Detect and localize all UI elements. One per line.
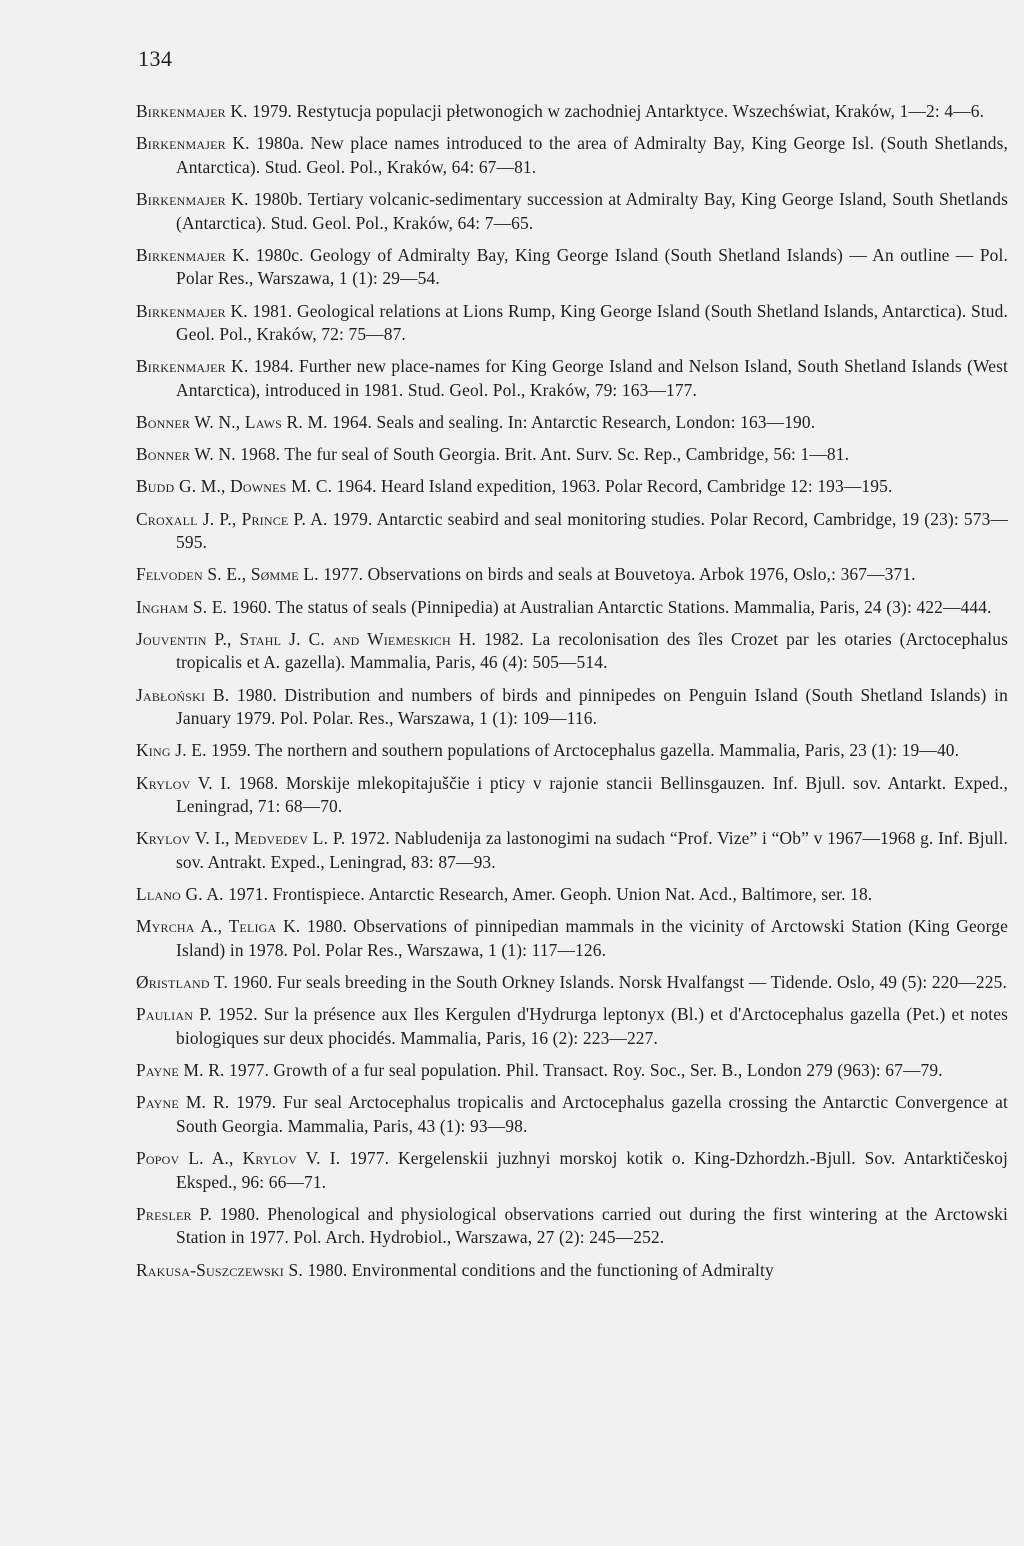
reference-entry — [136, 475, 1008, 499]
reference-text: 1960. Fur seals breeding in the South Orkney Islands. Norsk Hvalfangst — Tidende. Oslo, 49 (5): 220—225. — [228, 972, 1007, 993]
reference-authors: Birkenmajer K. — [136, 133, 250, 154]
reference-authors: Birkenmajer K. — [136, 300, 248, 321]
reference-text: 1977. Observations on birds and seals at Bouvetoya. Arbok 1976, Oslo,: 367—371. — [318, 564, 916, 585]
reference-authors: Croxall J. P., Prince P. A. — [136, 508, 328, 529]
reference-text: 1979. Antarctic seabird and seal monitoring studies. Polar Record, Cambridge, 19 (23): 573—595. — [176, 508, 1008, 553]
reference-entry — [136, 772, 1008, 819]
reference-entry — [136, 684, 1008, 731]
reference-text: 1960. The status of seals (Pinnipedia) at Australian Antarctic Stations. Mammalia, Paris, 24 (3): 422—444. — [227, 596, 992, 617]
reference-entry — [136, 915, 1008, 962]
reference-entry — [136, 300, 1008, 347]
reference-entry — [136, 563, 1008, 587]
reference-text: 1952. Sur la présence aux Iles Kergulen d'Hydrurga leptonyx (Bl.) et d'Arctocephalus gazella (Pet.) et notes biologiques sur deux phocidés. Mammalia, Paris, 16 (2): 223—227. — [176, 1004, 1008, 1048]
reference-authors: Birkenmajer K. — [136, 356, 249, 377]
reference-entry — [136, 739, 1008, 763]
reference-text: 1982. La recolonisation des îles Crozet par les otaries (Arctocephalus tropicalis et A. gazella). Mammalia, Paris, 46 (4): 505—514. — [176, 628, 1008, 673]
reference-entry — [136, 411, 1008, 435]
reference-authors: Jabłoński B. — [136, 684, 230, 705]
reference-text: 1980. Distribution and numbers of birds and pinnipedes on Penguin Island (South Shetland Islands) in January 1979. Pol. Polar. Res., Warszawa, 1 (1): 109—116. — [176, 684, 1008, 729]
reference-text: 1977. Growth of a fur seal population. Phil. Transact. Roy. Soc., Ser. B., London 279 (963): 67—79. — [224, 1060, 943, 1081]
reference-text: 1971. Frontispiece. Antarctic Research, Amer. Geoph. Union Nat. Acd., Baltimore, ser. 18. — [223, 884, 873, 905]
reference-list — [136, 100, 1008, 1291]
reference-text: 1964. Heard Island expedition, 1963. Polar Record, Cambridge 12: 193—195. — [332, 476, 893, 497]
reference-authors: King J. E. — [136, 740, 207, 761]
reference-authors: Birkenmajer K. — [136, 101, 248, 121]
reference-authors: Paulian P. — [136, 1004, 212, 1025]
reference-authors: Felvoden S. E., Sømme L. — [136, 564, 319, 585]
reference-entry — [136, 132, 1008, 179]
reference-entry — [136, 188, 1008, 235]
reference-authors: Payne M. R. — [136, 1060, 225, 1081]
reference-authors: Presler P. — [136, 1203, 213, 1224]
reference-text: 1980c. Geology of Admiralty Bay, King George Island (South Shetland Islands) — An outline — Pol. Polar Res., Warszawa, 1 (1): 29—54. — [176, 244, 1008, 289]
reference-text: 1980. Phenological and physiological observations carried out during the first wintering at the Arctowski Station in 1977. Pol. Arch. Hydrobiol., Warszawa, 27 (2): 245—252. — [176, 1203, 1008, 1248]
reference-entry — [136, 596, 1008, 620]
reference-entry — [136, 1203, 1008, 1250]
reference-authors: Llano G. A. — [136, 884, 224, 905]
reference-authors: Myrcha A., Teliga K. — [136, 916, 301, 937]
reference-text: 1959. The northern and southern populations of Arctocephalus gazella. Mammalia, Paris, 23 (1): 19—40. — [206, 740, 960, 761]
reference-authors: Popov L. A., Krylov V. I. — [136, 1148, 341, 1169]
reference-authors: Krylov V. I. — [136, 772, 231, 793]
page-number: 134 — [138, 46, 173, 71]
reference-entry — [136, 883, 1008, 907]
reference-entry — [136, 628, 1008, 675]
reference-text: 1979. Restytucja populacji płetwonogich w zachodniej Antarktyce. Wszechświat, Kraków, 1—2: 4—6. — [247, 101, 985, 121]
reference-entry — [136, 100, 1008, 124]
reference-text: 1980. Environmental conditions and the functioning of Admiralty — [302, 1259, 774, 1280]
reference-authors: Ingham S. E. — [136, 596, 228, 617]
reference-text: 1981. Geological relations at Lions Rump, King George Island (South Shetland Islands, Antarctica). Stud. Geol. Pol., Kraków, 72: 75—87. — [176, 300, 1008, 345]
reference-entry — [136, 1059, 1008, 1083]
reference-entry — [136, 443, 1008, 467]
reference-text: 1979. Fur seal Arctocephalus tropicalis and Arctocephalus gazella crossing the Antarctic Convergence at South Georgia. Mammalia, Paris, 43 (1): 93—98. — [176, 1092, 1008, 1136]
reference-entry — [136, 827, 1008, 874]
reference-authors: Birkenmajer K. — [136, 244, 250, 265]
reference-authors: Budd G. M., Downes M. C. — [136, 476, 333, 497]
reference-entry — [136, 1091, 1008, 1138]
reference-text: 1972. Nabludenija za lastonogimi na sudach “Prof. Vize” i “Ob” v 1967—1968 g. Inf. Bjull. sov. Antrakt. Exped., Leningrad, 83: 87—93. — [176, 828, 1008, 872]
reference-authors: Krylov V. I., Medvedev L. P. — [136, 828, 346, 849]
reference-text: 1984. Further new place-names for King George Island and Nelson Island, South Shetland Islands (West Antarctica), introduced in 1981. Stud. Geol. Pol., Kraków, 79: 163—177. — [176, 356, 1009, 400]
reference-authors: Rakusa-Suszczewski S. — [136, 1259, 303, 1280]
reference-text: 1968. Morskije mlekopitajuščie i pticy v rajonie stancii Bellinsgauzen. Inf. Bjull. sov. Antarkt. Exped., Leningrad, 71: 68—70. — [176, 772, 1009, 817]
reference-text: 1980b. Tertiary volcanic-sedimentary succession at Admiralty Bay, King George Island, South Shetlands (Antarctica). Stud. Geol. Pol., Kraków, 64: 7—65. — [176, 188, 1008, 233]
reference-text: 1964. Seals and sealing. In: Antarctic Research, London: 163—190. — [327, 412, 816, 433]
reference-text: 1980. Observations of pinnipedian mammals in the vicinity of Arctowski Station (King George Island) in 1978. Pol. Polar Res., Warszawa, 1 (1): 117—126. — [176, 916, 1008, 960]
reference-authors: Payne M. R. — [136, 1092, 230, 1113]
reference-entry — [136, 508, 1008, 555]
reference-authors: Birkenmajer K. — [136, 188, 249, 209]
reference-authors: Bonner W. N. — [136, 444, 236, 465]
reference-authors: Øristland T. — [136, 972, 229, 993]
reference-text: 1968. The fur seal of South Georgia. Brit. Ant. Surv. Sc. Rep., Cambridge, 56: 1—81. — [235, 444, 850, 465]
reference-authors: Jouventin P., Stahl J. C. and Wiemeskich H. — [136, 628, 477, 649]
reference-entry — [136, 355, 1008, 402]
reference-entry — [136, 244, 1008, 291]
reference-authors: Bonner W. N., Laws R. M. — [136, 412, 328, 433]
reference-entry — [136, 1147, 1008, 1194]
reference-entry — [136, 1259, 1008, 1283]
reference-text: 1980a. New place names introduced to the area of Admiralty Bay, King George Isl. (South Shetlands, Antarctica). Stud. Geol. Pol., Kraków, 64: 67—81. — [176, 133, 1008, 177]
reference-entry — [136, 971, 1008, 995]
reference-entry — [136, 1003, 1008, 1050]
reference-text: 1977. Kergelenskii juzhnyi morskoj kotik o. King-Dzhordzh.-Bjull. Sov. Antarktičeskoj Eksped., 96: 66—71. — [176, 1148, 1008, 1192]
